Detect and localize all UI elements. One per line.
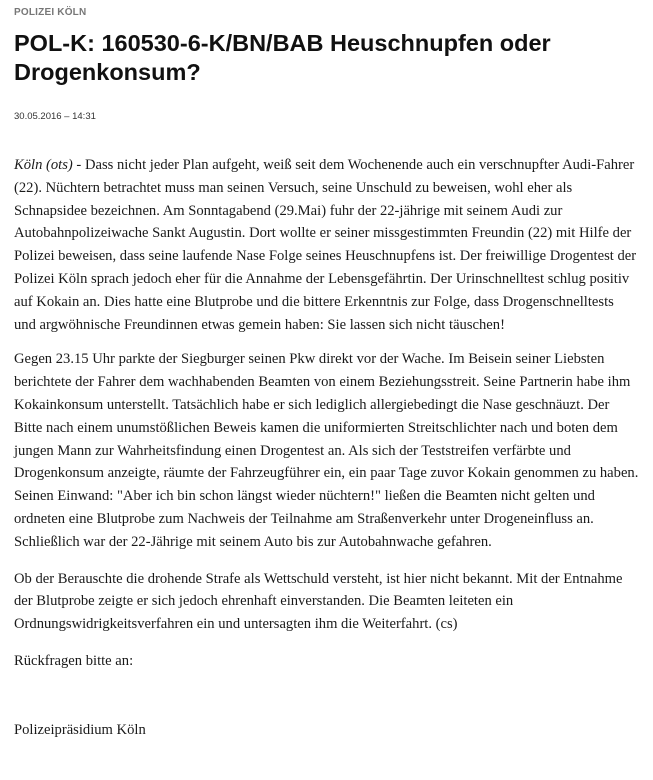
paragraph-1-text: - Dass nicht jeder Plan aufgeht, weiß seit dem Wochenende auch ein verschnupfter Audi-Fahrer (22). Nüchtern betrachtet muss man seinen Versuch, seine Unschuld zu beweisen, wohl eher als Schnapsidee bezeichnen. Am Sonntagabend (29.Mai) fuhr der 22-jährige mit seinem Audi zur Autobahnpolizeiwache Sankt Augustin. Dort wollte er seiner missgestimmten Freundin (22) mit Hilfe der Polizei beweisen, dass seine laufende Nase Folge seines Heuschnupfens ist. Der freiwillige Drogentest der Polizei Köln sprach jedoch eher für die Annahme der Lebensgefährtin. Der Urinschnelltest schlug positiv auf Kokain an. Dies hatte eine Blutprobe und die bittere Erkenntnis zur Folge, dass Drogenschnelltests und argwöhnische Freundinnen etwas gemein haben: Sie lassen sich nicht täuschen!: [14, 157, 637, 333]
publish-date: 30.05.2016 – 14:31: [14, 111, 96, 122]
page-title: POL-K: 160530-6-K/BN/BAB Heuschnupfen oder Drogenkonsum?: [14, 30, 551, 85]
contact-label: Rückfragen bitte an:: [14, 652, 134, 669]
article-body: [14, 154, 639, 754]
article-paragraph-1: [14, 154, 639, 336]
dateline-city: Köln (ots): [14, 157, 73, 173]
source-label[interactable]: POLIZEI KÖLN: [14, 7, 87, 18]
article-paragraph-2: Gegen 23.15 Uhr parkte der Siegburger seinen Pkw direkt vor der Wache. Im Beisein seiner Liebsten berichtete der Fahrer dem wachhabenden Beamten von einem Beziehungsstreit. Seine Partnerin habe ihm Kokainkonsum unterstellt. Tatsächlich habe er sich lediglich allergiebedingt die Nase geschnäuzt. Der Bitte nach einem unumstößlichen Beweis kamen die uniformierten Streitschlichter nach und boten dem jungen Mann zur Wahrheitsfindung einen Drogentest an. Als sich der Teststreifen verfärbte und Drogenkonsum anzeigte, räumte der Fahrzeugführer ein, ein paar Tage zuvor Kokain genommen zu haben. Seinen Einwand: "Aber ich bin schon längst wieder nüchtern!" ließen die Beamten nicht gelten und ordneten eine Blutprobe zum Nachweis der Teilnahme am Straßenverkehr unter Drogeneinfluss an. Schließlich war der 22-Jährige mit seinem Auto bis zur Autobahnwache gefahren.: [14, 351, 639, 550]
contact-organization: Polizeipräsidium Köln: [14, 721, 146, 738]
article-paragraph-3: Ob der Berauschte die drohende Strafe als Wettschuld versteht, ist hier nicht bekannt. Mit der Entnahme der Blutprobe zeigte er sich jedoch ehrenhaft einverstanden. Die Beamten leiteten ein Ordnungswidrigkeitsverfahren ein und untersagten ihm die Weiterfahrt. (cs): [14, 570, 623, 633]
